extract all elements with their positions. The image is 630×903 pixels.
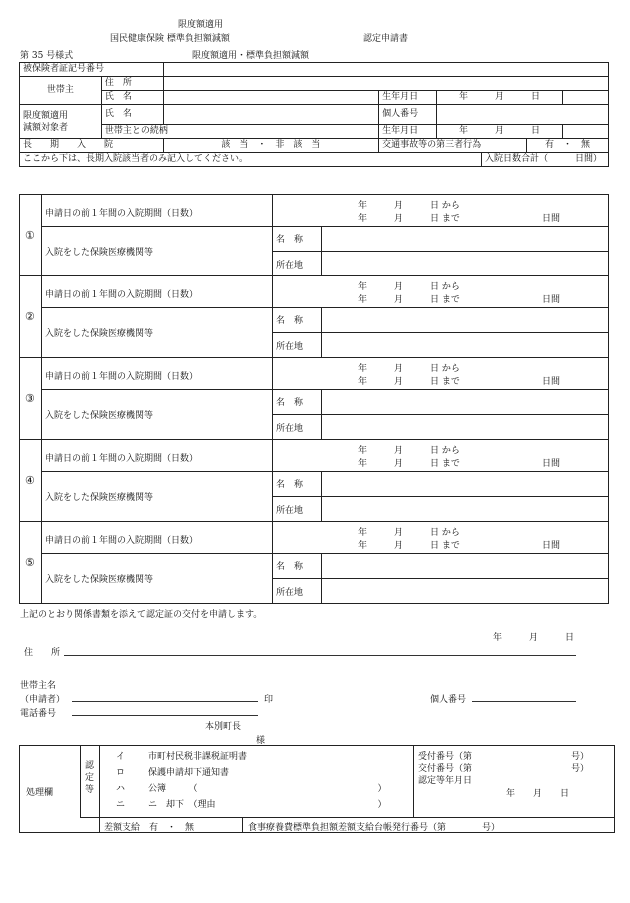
stay-to[interactable]: 年 月 日 まで	[358, 377, 460, 387]
stay-block	[19, 358, 609, 440]
stay-from[interactable]: 年 月 日 から	[358, 446, 460, 456]
stay-days[interactable]: 日間	[542, 541, 561, 551]
processing-item-text: ニ 却下 （理由 ）	[148, 800, 387, 810]
stay-institution-label: 入院をした保険医療機関等	[45, 411, 154, 421]
subtitle: 限度額適用・標準負担額減額	[192, 51, 310, 61]
processing-item-kana: ハ	[116, 784, 126, 794]
processing-item[interactable]	[116, 749, 247, 762]
stay-institution-location-label: 所在地	[276, 506, 304, 516]
stay-institution-name-field[interactable]	[324, 228, 606, 249]
stay-to[interactable]: 年 月 日 まで	[358, 459, 460, 469]
target-person-label	[20, 105, 102, 139]
processing-item-text: 市町村民税非課税証明書	[148, 752, 248, 762]
personal-number-label-bottom: 個人番号	[430, 695, 467, 705]
stay-from[interactable]: 年 月 日 から	[358, 364, 460, 374]
stay-institution-name-label: 名 称	[276, 562, 304, 572]
stay-number: ④	[25, 474, 35, 487]
stay-to[interactable]: 年 月 日 まで	[358, 214, 460, 224]
processing-table	[19, 745, 615, 833]
stay-days[interactable]: 日間	[542, 377, 561, 387]
phone-line[interactable]	[72, 715, 258, 716]
processing-item-text: 公簿 （ ）	[148, 784, 387, 794]
stay-days[interactable]: 日間	[542, 214, 561, 224]
application-address-line[interactable]	[64, 655, 576, 656]
stay-institution-location-field[interactable]	[324, 580, 606, 601]
insured-card-label: 被保険者証記号番号	[20, 63, 164, 77]
stay-institution-location-field[interactable]	[324, 334, 606, 355]
stay-institution-name-label: 名 称	[276, 480, 304, 490]
target-person-label-2: 減額対象者	[23, 122, 69, 133]
stay-institution-location-field[interactable]	[324, 416, 606, 437]
stay-block	[19, 276, 609, 358]
seal-mark: 印	[264, 695, 274, 705]
relationship-label	[101, 125, 378, 139]
stay-days[interactable]: 日間	[542, 295, 561, 305]
title-top: 限度額適用	[178, 20, 224, 30]
stay-institution-name-field[interactable]	[324, 555, 606, 576]
processing-item[interactable]	[116, 765, 229, 778]
stay-institution-name-label: 名 称	[276, 398, 304, 408]
stay-block	[19, 194, 609, 276]
stay-institution-name-label: 名 称	[276, 235, 304, 245]
processing-item-kana: イ	[116, 752, 126, 762]
householder-name-field[interactable]	[163, 91, 378, 105]
stay-institution-location-label: 所在地	[276, 588, 304, 598]
third-party-choice[interactable]: 有 ・ 無	[526, 139, 608, 153]
stay-from[interactable]: 年 月 日 から	[358, 528, 460, 538]
householder-birth-label: 生年月日	[379, 91, 437, 105]
stay-institution-name-field[interactable]	[324, 391, 606, 412]
phone-label: 電話番号	[20, 709, 57, 719]
stay-institution-location-label: 所在地	[276, 342, 304, 352]
stay-institution-name-field[interactable]	[324, 309, 606, 330]
stay-period-label: 申請日の前１年間の入院期間（日数）	[45, 209, 199, 219]
stay-institution-location-field[interactable]	[324, 498, 606, 519]
stay-from[interactable]: 年 月 日 から	[358, 282, 460, 292]
nintei-label: 認定等	[85, 761, 95, 795]
application-statement: 上記のとおり関係書類を添えて認定証の交付を申請します。	[20, 610, 263, 620]
stay-block	[19, 440, 609, 522]
processing-item-kana: ロ	[116, 768, 126, 778]
long-stay-label: 長 期 入 院	[20, 139, 164, 153]
stay-institution-label: 入院をした保険医療機関等	[45, 329, 154, 339]
long-stay-choice[interactable]: 該 当 ・ 非 該 当	[163, 139, 378, 153]
stay-period-label: 申請日の前１年間の入院期間（日数）	[45, 290, 199, 300]
form-number: 第 35 号様式	[20, 51, 74, 61]
long-stay-notice: ここから下は、長期入院該当者のみ記入してください。	[20, 153, 482, 167]
householder-address-field[interactable]	[163, 77, 608, 91]
stay-institution-label: 入院をした保険医療機関等	[45, 248, 154, 258]
target-person-label-1: 限度額適用	[23, 110, 69, 121]
householder-birth-field[interactable]: 年 月 日	[437, 91, 563, 105]
total-days-field[interactable]: 入院日数合計（ 日間）	[481, 153, 608, 167]
title-left: 国民健康保険 標準負担額減額	[110, 34, 230, 44]
stay-number: ②	[25, 310, 35, 323]
personal-number-line[interactable]	[472, 701, 576, 702]
target-personal-number-field[interactable]	[437, 105, 609, 125]
stay-institution-location-field[interactable]	[324, 253, 606, 274]
target-name-label: 氏 名	[101, 105, 163, 125]
issue-number[interactable]: 交付番号（第 号）	[418, 764, 590, 774]
target-birth-field[interactable]: 年 月 日	[437, 125, 563, 139]
receipt-number[interactable]: 受付番号（第 号）	[418, 752, 590, 762]
applicant-label: （申請者）	[20, 695, 66, 705]
mayor-label: 本別町長	[205, 722, 242, 732]
third-party-label: 交通事故等の第三者行為	[379, 139, 527, 153]
stay-institution-name-label: 名 称	[276, 316, 304, 326]
householder-extra-cell	[562, 91, 608, 105]
stay-period-label: 申請日の前１年間の入院期間（日数）	[45, 454, 199, 464]
stay-number: ⑤	[25, 556, 35, 569]
stay-period-label: 申請日の前１年間の入院期間（日数）	[45, 536, 199, 546]
stay-institution-label: 入院をした保険医療機関等	[45, 493, 154, 503]
stay-institution-name-field[interactable]	[324, 473, 606, 494]
top-table	[19, 62, 609, 167]
stay-number: ①	[25, 229, 35, 242]
stay-to[interactable]: 年 月 日 まで	[358, 541, 460, 551]
cert-date-label: 認定等年月日	[418, 776, 473, 786]
householder-name-label: 氏 名	[101, 91, 163, 105]
stay-institution-location-label: 所在地	[276, 424, 304, 434]
processing-label: 処理欄	[26, 788, 54, 798]
stay-period-label: 申請日の前１年間の入院期間（日数）	[45, 372, 199, 382]
sama-label: 様	[256, 736, 266, 746]
cert-date-field[interactable]: 年 月 日	[506, 789, 570, 799]
processing-item[interactable]	[116, 797, 387, 810]
applicant-name-line[interactable]	[72, 701, 258, 702]
householder-address-label: 住 所	[101, 77, 163, 91]
title-right: 認定申請書	[363, 34, 409, 44]
meal-ledger-number[interactable]: 食事療養費標準負担額差額支給台帳発行番号（第 号）	[248, 823, 501, 833]
diff-payment[interactable]: 差額支給 有 ・ 無	[104, 823, 195, 833]
processing-item[interactable]	[116, 781, 387, 794]
householder-label: 世帯主	[20, 77, 102, 105]
stay-to[interactable]: 年 月 日 まで	[358, 295, 460, 305]
stay-block	[19, 522, 609, 604]
target-name-field[interactable]	[163, 105, 378, 125]
processing-item-kana: ニ	[116, 800, 126, 810]
application-address-label: 住 所	[24, 648, 61, 658]
relationship-label-text: 世帯主との続柄	[104, 126, 168, 136]
stay-institution-location-label: 所在地	[276, 261, 304, 271]
target-extra-cell	[562, 125, 608, 139]
insured-card-field[interactable]	[163, 63, 608, 77]
stay-days[interactable]: 日間	[542, 459, 561, 469]
stay-from[interactable]: 年 月 日 から	[358, 201, 460, 211]
householder-name-label-bottom: 世帯主名	[20, 681, 57, 691]
target-personal-number-label: 個人番号	[379, 105, 437, 125]
application-date[interactable]: 年 月 日	[493, 633, 575, 643]
stay-institution-label: 入院をした保険医療機関等	[45, 575, 154, 585]
processing-item-text: 保護申請却下通知書	[148, 768, 230, 778]
target-birth-label: 生年月日	[379, 125, 437, 139]
stay-number: ③	[25, 392, 35, 405]
